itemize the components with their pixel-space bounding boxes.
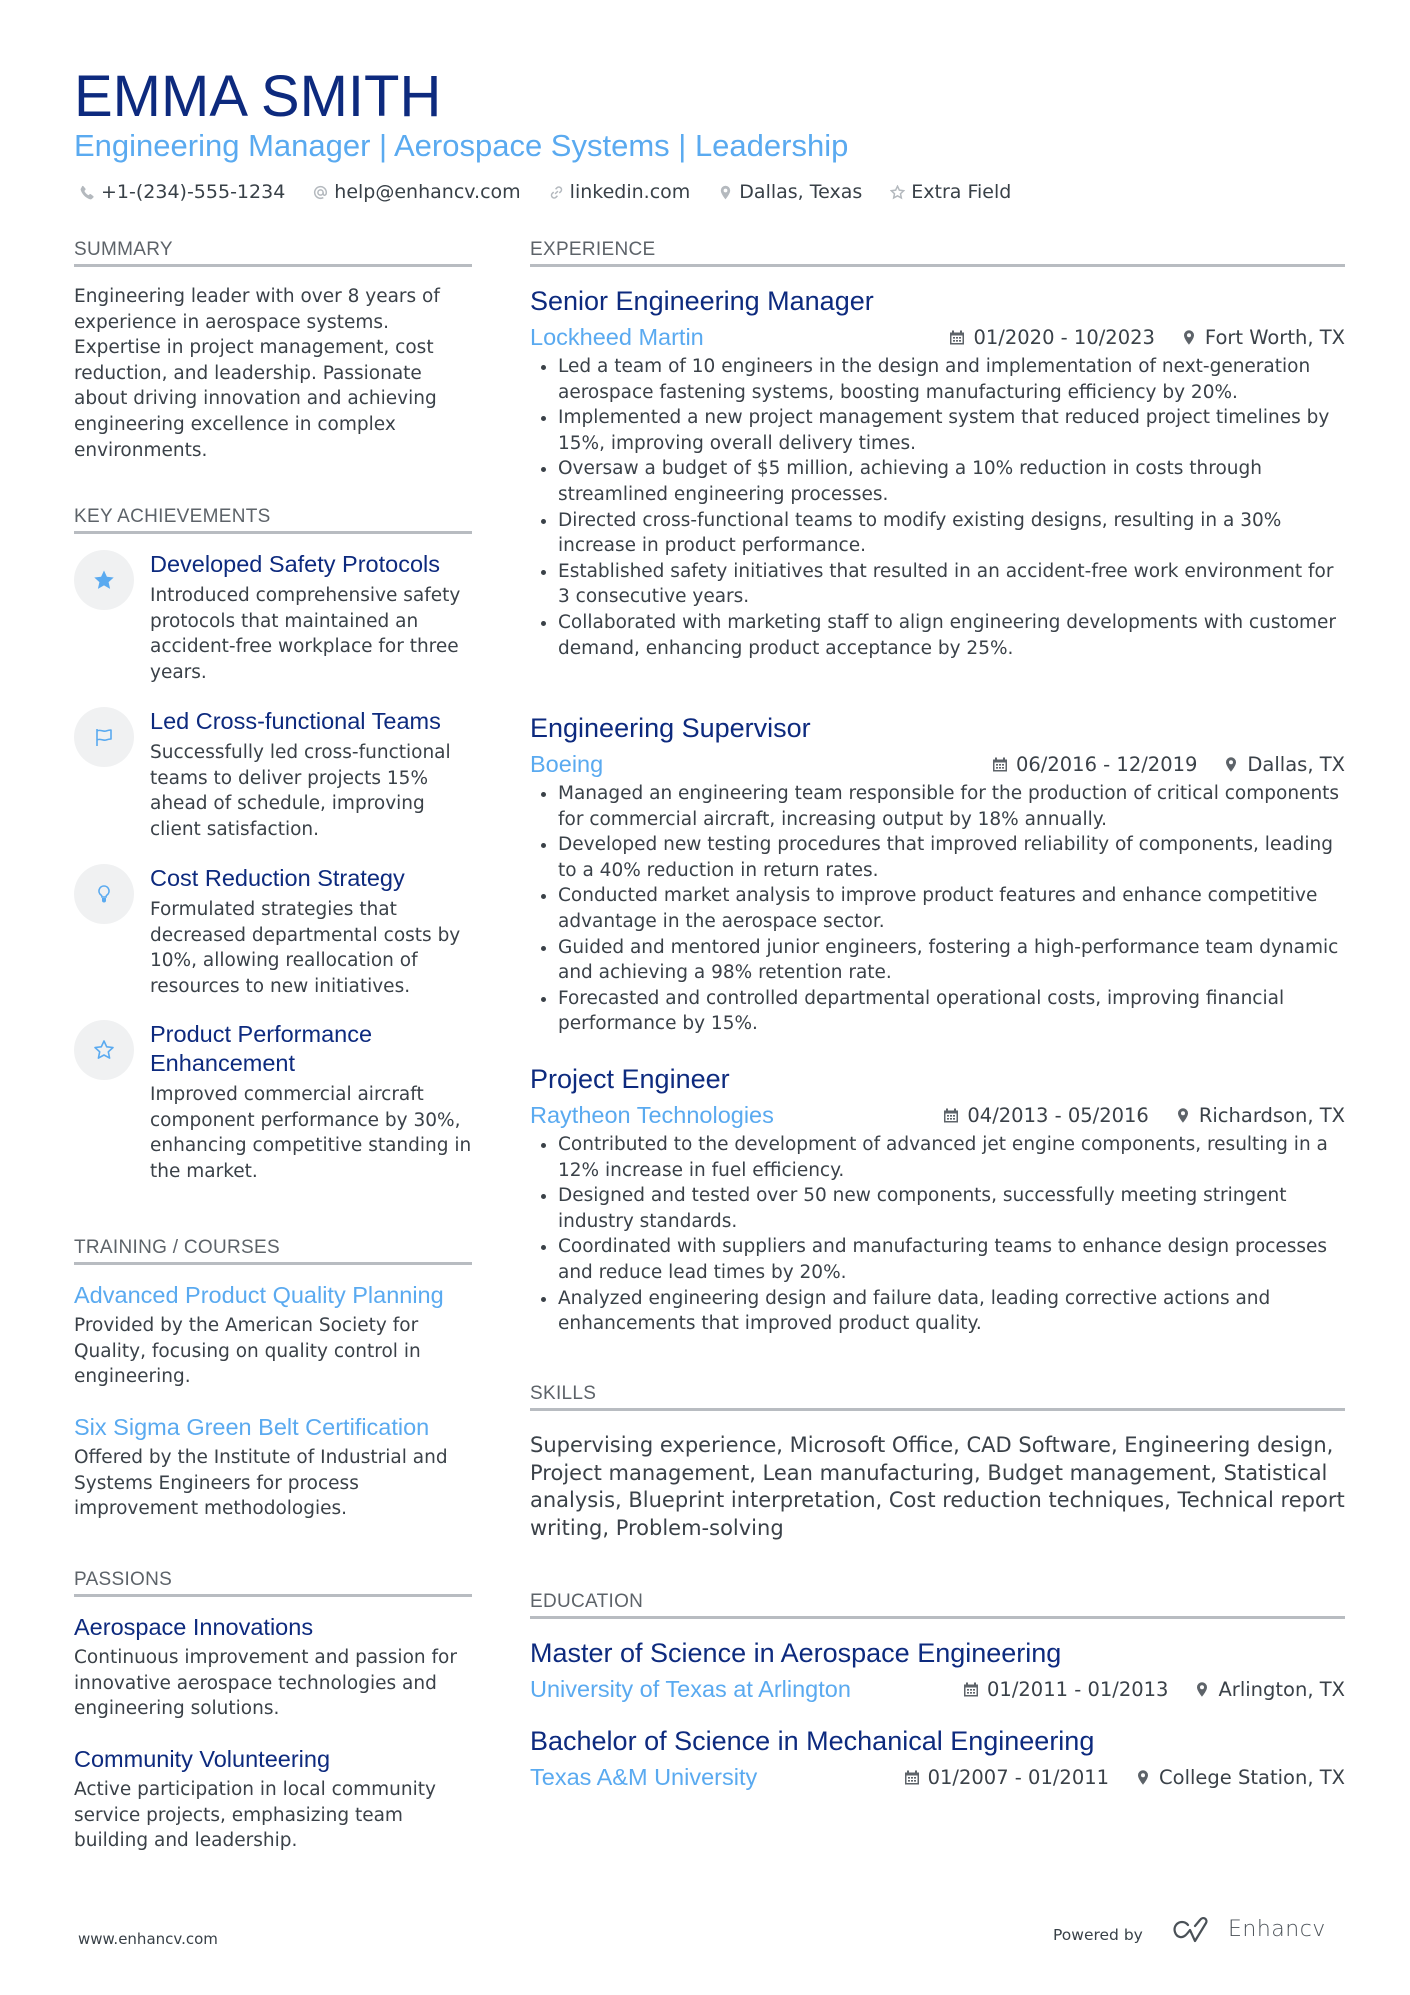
flag-icon bbox=[92, 725, 116, 749]
passions-divider bbox=[74, 1594, 472, 1597]
education-divider bbox=[530, 1616, 1345, 1619]
contact-location-text: Dallas, Texas bbox=[739, 181, 863, 203]
lightbulb-icon bbox=[92, 882, 116, 906]
contact-email[interactable] bbox=[313, 178, 520, 206]
summary-divider bbox=[74, 264, 472, 267]
location-pin-icon bbox=[1181, 329, 1197, 346]
education-location-text: College Station, TX bbox=[1159, 1765, 1345, 1789]
contact-email-text: help@enhancv.com bbox=[334, 181, 521, 203]
training-description: Offered by the Institute of Industrial and Systems Engineers for process improvement methodologies. bbox=[74, 1447, 448, 1520]
achievement-icon-circle bbox=[74, 1020, 134, 1080]
location-pin-icon bbox=[718, 185, 733, 200]
education-school: Texas A&M University bbox=[530, 1763, 758, 1790]
achievement-title: Developed Safety Protocols bbox=[150, 551, 440, 577]
candidate-headline: Engineering Manager | Aerospace Systems | Leadership bbox=[74, 128, 849, 163]
phone-icon bbox=[80, 185, 95, 200]
training-title: Advanced Product Quality Planning bbox=[74, 1282, 444, 1308]
job-bullet: Developed new testing procedures that improved reliability of components, leading to a 40% reduction in return rates. bbox=[530, 832, 1345, 883]
job-company: Lockheed Martin bbox=[530, 323, 704, 350]
job-subheader bbox=[530, 320, 1345, 354]
experience-divider bbox=[530, 264, 1345, 267]
at-icon bbox=[313, 185, 328, 200]
job-location-text: Fort Worth, TX bbox=[1204, 325, 1345, 349]
passion-description: Active participation in local community service projects, emphasizing team building and leadership. bbox=[74, 1779, 436, 1852]
education-location bbox=[1135, 1766, 1345, 1789]
education-degree: Bachelor of Science in Mechanical Engineering bbox=[530, 1726, 1095, 1756]
job-location bbox=[1223, 753, 1345, 776]
job-bullet: Oversaw a budget of $5 million, achieving a 10% reduction in costs through streamlined engineering processes. bbox=[530, 456, 1345, 507]
calendar-icon bbox=[904, 1769, 920, 1786]
job-entry bbox=[530, 1062, 1345, 1337]
job-location bbox=[1181, 326, 1345, 349]
achievements-heading: KEY ACHIEVEMENTS bbox=[74, 506, 271, 527]
education-dates bbox=[904, 1766, 1109, 1789]
location-pin-icon bbox=[1175, 1107, 1191, 1124]
footer-url[interactable]: www.enhancv.com bbox=[78, 1930, 218, 1948]
job-title: Engineering Supervisor bbox=[530, 713, 811, 743]
job-dates-text: 01/2020 - 10/2023 bbox=[973, 325, 1155, 349]
education-dates-text: 01/2011 - 01/2013 bbox=[987, 1677, 1169, 1701]
training-description: Provided by the American Society for Quality, focusing on quality control in engineering. bbox=[74, 1315, 421, 1388]
education-dates bbox=[963, 1678, 1168, 1701]
skills-list: Supervising experience, Microsoft Office, CAD Software, Engineering design, Project management, Lean manufacturing, Budget management, Statistical analysis, Blueprint interpretation, Cost reduction techniques, Technical report writing, Problem-solving bbox=[530, 1433, 1345, 1540]
calendar-icon bbox=[949, 329, 965, 346]
contact-phone-text: +1-(234)-555-1234 bbox=[101, 181, 286, 203]
contact-phone[interactable] bbox=[80, 178, 285, 206]
job-bullet: Managed an engineering team responsible for the production of critical components for commercial aircraft, increasing output by 18% annually. bbox=[530, 781, 1345, 832]
achievement-icon-circle bbox=[74, 550, 134, 610]
achievement-description: Successfully led cross-functional teams to deliver projects 15% ahead of schedule, improving client satisfaction. bbox=[150, 742, 451, 840]
education-school: University of Texas at Arlington bbox=[530, 1675, 851, 1702]
calendar-icon bbox=[963, 1681, 979, 1698]
powered-by-label: Powered by bbox=[1053, 1926, 1143, 1944]
education-location bbox=[1194, 1678, 1345, 1701]
job-bullets bbox=[530, 354, 1345, 661]
achievement-description: Formulated strategies that decreased departmental costs by 10%, allowing reallocation of resources to new initiatives. bbox=[150, 899, 461, 997]
job-bullet: Established safety initiatives that resulted in an accident-free work environment for 3 consecutive years. bbox=[530, 559, 1345, 610]
job-bullet: Conducted market analysis to improve product features and enhance competitive advantage in the aerospace sector. bbox=[530, 883, 1345, 934]
training-divider bbox=[74, 1262, 472, 1265]
job-location-text: Richardson, TX bbox=[1198, 1103, 1345, 1127]
star-filled-icon bbox=[92, 568, 116, 592]
star-outline-icon bbox=[92, 1038, 116, 1062]
calendar-icon bbox=[943, 1107, 959, 1124]
contact-location bbox=[718, 178, 862, 206]
education-meta bbox=[963, 1678, 1345, 1701]
job-bullets bbox=[530, 1132, 1345, 1337]
achievement-description: Introduced comprehensive safety protocols that maintained an accident-free workplace for three years. bbox=[150, 585, 461, 683]
skills-divider bbox=[530, 1408, 1345, 1411]
achievement-title: Led Cross-functional Teams bbox=[150, 708, 441, 734]
passion-description: Continuous improvement and passion for innovative aerospace technologies and engineering solutions. bbox=[74, 1647, 457, 1720]
passion-title: Community Volunteering bbox=[74, 1746, 331, 1772]
education-dates-text: 01/2007 - 01/2011 bbox=[927, 1765, 1110, 1789]
link-icon bbox=[549, 185, 564, 200]
job-dates bbox=[943, 1104, 1148, 1127]
job-bullet: Forecasted and controlled departmental operational costs, improving financial performance by 15%. bbox=[530, 986, 1345, 1037]
job-title: Project Engineer bbox=[530, 1064, 730, 1094]
job-entry bbox=[530, 284, 1345, 661]
job-company: Raytheon Technologies bbox=[530, 1101, 774, 1128]
job-meta bbox=[992, 753, 1345, 776]
job-bullet: Collaborated with marketing staff to align engineering developments with customer demand, enhancing product acceptance by 25%. bbox=[530, 610, 1345, 661]
education-heading: EDUCATION bbox=[530, 1591, 644, 1612]
skills-heading: SKILLS bbox=[530, 1383, 597, 1404]
job-location-text: Dallas, TX bbox=[1247, 752, 1345, 776]
achievement-icon-circle bbox=[74, 864, 134, 924]
job-bullets bbox=[530, 781, 1345, 1037]
education-entry bbox=[530, 1724, 1345, 1794]
experience-heading: EXPERIENCE bbox=[530, 239, 656, 260]
job-bullet: Implemented a new project management system that reduced project timelines by 15%, improving overall delivery times. bbox=[530, 405, 1345, 456]
star-outline-icon bbox=[890, 185, 905, 200]
job-dates bbox=[949, 326, 1154, 349]
job-bullet: Guided and mentored junior engineers, fostering a high-performance team dynamic and achieving a 98% retention rate. bbox=[530, 935, 1345, 986]
summary-text: Engineering leader with over 8 years of experience in aerospace systems. Expertise in project management, cost reduction, and leadership. Passionate about driving innovation and achieving engineering excellence in complex environments. bbox=[74, 286, 440, 461]
job-company: Boeing bbox=[530, 750, 604, 777]
job-bullet: Led a team of 10 engineers in the design and implementation of next-generation aerospace fastening systems, boosting manufacturing efficiency by 20%. bbox=[530, 354, 1345, 405]
location-pin-icon bbox=[1194, 1681, 1210, 1698]
achievements-divider bbox=[74, 531, 472, 534]
achievement-icon-circle bbox=[74, 707, 134, 767]
passions-heading: PASSIONS bbox=[74, 1569, 173, 1590]
job-dates bbox=[992, 753, 1197, 776]
job-subheader bbox=[530, 1098, 1345, 1132]
summary-heading: SUMMARY bbox=[74, 239, 173, 260]
location-pin-icon bbox=[1223, 756, 1239, 773]
training-title: Six Sigma Green Belt Certification bbox=[74, 1414, 430, 1440]
achievement-title: Cost Reduction Strategy bbox=[150, 865, 405, 891]
job-dates-text: 06/2016 - 12/2019 bbox=[1015, 752, 1198, 776]
job-bullet: Designed and tested over 50 new components, successfully meeting stringent industry standards. bbox=[530, 1183, 1345, 1234]
job-bullet: Directed cross-functional teams to modify existing designs, resulting in a 30% increase in product performance. bbox=[530, 508, 1345, 559]
education-location-text: Arlington, TX bbox=[1218, 1677, 1345, 1701]
job-bullet: Contributed to the development of advanced jet engine components, resulting in a 12% increase in fuel efficiency. bbox=[530, 1132, 1345, 1183]
education-subheader bbox=[530, 1672, 1345, 1706]
education-entry bbox=[530, 1636, 1345, 1706]
education-degree: Master of Science in Aerospace Engineering bbox=[530, 1638, 1062, 1668]
enhancv-logo-icon bbox=[1168, 1917, 1216, 1947]
contact-extra-text: Extra Field bbox=[911, 181, 1012, 203]
achievement-description: Improved commercial aircraft component performance by 30%, enhancing competitive standing in the market. bbox=[150, 1084, 472, 1182]
enhancv-brand: Enhancv bbox=[1228, 1917, 1326, 1942]
contact-linkedin[interactable] bbox=[549, 178, 691, 206]
location-pin-icon bbox=[1135, 1769, 1151, 1786]
job-entry bbox=[530, 711, 1345, 1037]
passion-title: Aerospace Innovations bbox=[74, 1614, 314, 1640]
contact-extra bbox=[890, 178, 1011, 206]
education-meta bbox=[904, 1766, 1345, 1789]
job-location bbox=[1175, 1104, 1345, 1127]
candidate-name: EMMA SMITH bbox=[74, 64, 442, 129]
job-subheader bbox=[530, 747, 1345, 781]
contact-linkedin-text: linkedin.com bbox=[569, 181, 691, 203]
job-meta bbox=[943, 1104, 1345, 1127]
job-bullet: Coordinated with suppliers and manufacturing teams to enhance design processes and reduce lead times by 20%. bbox=[530, 1234, 1345, 1285]
achievement-title: Product Performance Enhancement bbox=[150, 1021, 373, 1076]
job-dates-text: 04/2013 - 05/2016 bbox=[967, 1103, 1149, 1127]
job-title: Senior Engineering Manager bbox=[530, 286, 874, 316]
contact-bar bbox=[80, 178, 1011, 206]
job-meta bbox=[949, 326, 1345, 349]
calendar-icon bbox=[992, 756, 1008, 773]
job-bullet: Analyzed engineering design and failure data, leading corrective actions and enhancements that improved product quality. bbox=[530, 1286, 1345, 1337]
education-subheader bbox=[530, 1760, 1345, 1794]
training-heading: TRAINING / COURSES bbox=[74, 1237, 280, 1258]
